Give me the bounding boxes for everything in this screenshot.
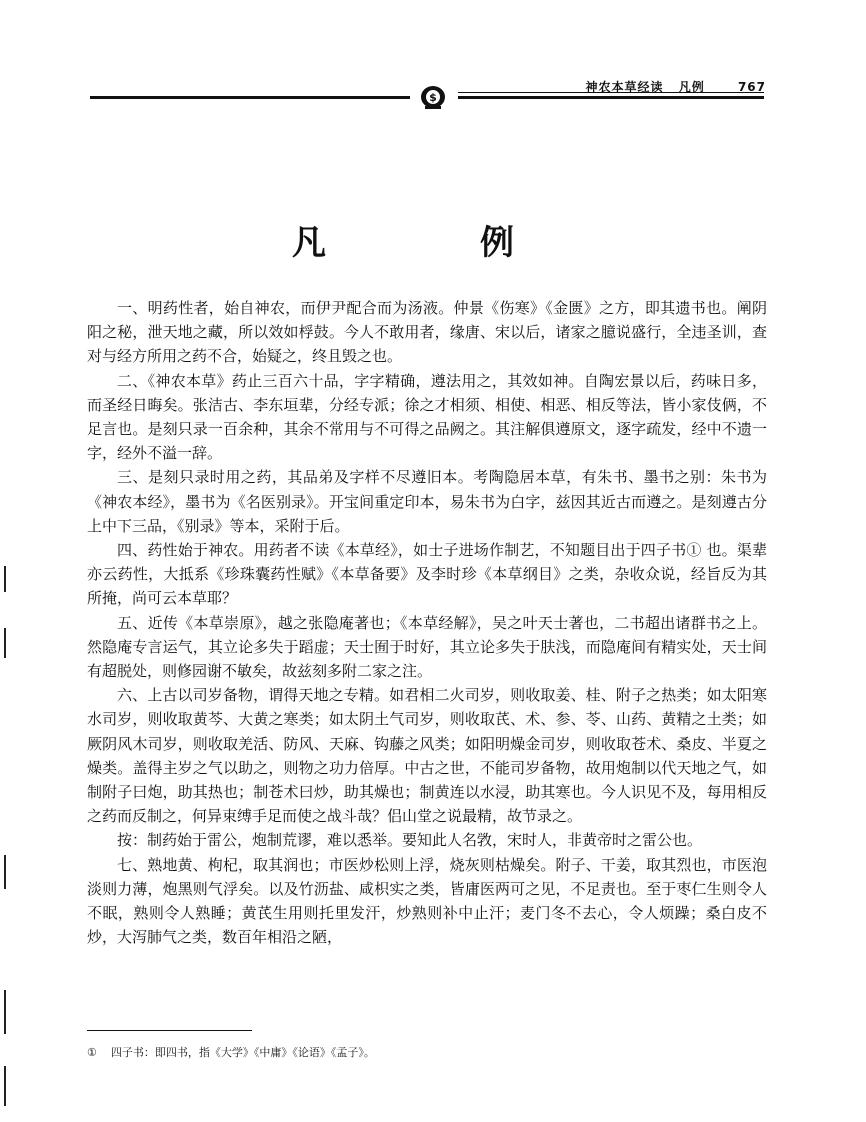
publisher-logo-icon: [412, 84, 454, 110]
scan-edge-mark: [4, 855, 6, 889]
paragraph: 按：制药始于雷公，炮制荒谬，难以悉举。要知此人名敩，宋时人，非黄帝时之雷公也。: [117, 831, 703, 850]
paragraph: 六、上古以司岁备物，谓得天地之专精。如君相二火司岁，则收取姜、桂、附子之热类；如太阳寒水司岁，则收取黄芩、大黄之寒类；如太阴土气司岁，则收取芪、术、参、苓、山药、黄精之土类；如厥阴风木司岁，则收取羌活、防风、天麻、钩藤之风类；如阳明燥金司岁，则收取苍术、桑皮、半夏之燥类。盖得主岁之气以助之，则物之功力倍厚。中古之世，不能司岁备物，故用炮制以代天地之气，如制附子曰炮，助其热也；制苍术曰炒，助其燥也；制黄连以水浸，助其寒也。今人识见不及，每用相反之药而反制之，何异束缚手足而使之战斗哉？侣山堂之说最精，故节录之。: [87, 686, 767, 826]
header-book-title: 神农本草经读: [585, 80, 664, 94]
page-title: 凡 例: [292, 223, 574, 263]
footnote-mark: ①: [87, 1046, 97, 1059]
footnote-text: 四子书：即四书，指《大学》《中庸》《论语》《孟子》。: [110, 1046, 375, 1059]
paragraph: 五、近传《本草崇原》，越之张隐庵著也；《本草经解》，吴之叶天士著也，二书超出诸群书之上。然隐庵专言运气，其立论多失于蹈虚；天士囿于时好，其立论多失于肤浅，而隐庵间有精实处，天士间有超脱处，则修园谢不敏矣，故兹刻多附二家之注。: [87, 613, 767, 681]
paragraph: 一、明药性者，始自神农，而伊尹配合而为汤液。仲景《伤寒》《金匮》之方，即其遗书也。阐阴阳之秘，泄天地之藏，所以效如桴鼓。今人不敢用者，缘唐、宋以后，诸家之臆说盛行，全违圣训，查对与经方所用之药不合，始疑之，终且毁之也。: [87, 299, 767, 366]
page-number: 767: [737, 80, 766, 94]
scan-edge-mark: [4, 1066, 6, 1106]
running-header: [576, 78, 766, 95]
footnote: [87, 1044, 767, 1060]
paragraph: 七、熟地黄、枸杞，取其润也；市医炒松则上浮，烧灰则枯燥矣。附子、干姜，取其烈也，市医泡淡则力薄，炮黑则气浮矣。以及竹沥盐、咸枳实之类，皆庸医两可之见，不足责也。至于枣仁生则令人不眠，熟则令人熟睡；黄芪生用则托里发汗，炒熟则补中止汗；麦门冬不去心，令人烦躁；桑白皮不炒，大泻肺气之类，数百年相沿之陋，: [87, 855, 767, 947]
paragraph: 三、是刻只录时用之药，其品弟及字样不尽遵旧本。考陶隐居本草，有朱书、墨书之别：朱书为《神农本经》，墨书为《名医别录》。开宝间重定印本，易朱书为白字，兹因其近古而遵之。是刻遵古分上中下三品，《别录》等本，采附于后。: [87, 468, 767, 535]
header-section: 凡例: [678, 80, 705, 94]
scan-edge-mark: [4, 628, 6, 658]
header-rule-left: [90, 96, 410, 99]
header-rule-right: [458, 96, 764, 99]
footnote-rule: [87, 1030, 252, 1031]
paragraph: 四、药性始于神农。用药者不读《本草经》，如士子进场作制艺，不知题目出于四子书① 也。渠辈亦云药性，大抵系《珍珠囊药性赋》《本草备要》及李时珍《本草纲目》之类，杂收众说，经旨反为其所掩，尚可云本草耶？: [87, 541, 767, 608]
main-text: [87, 296, 767, 949]
scan-edge-mark: [4, 990, 6, 1034]
svg-text:$: $: [429, 91, 437, 104]
paragraph: 二、《神农本草》药止三百六十品，字字精确，遵法用之，其效如神。自陶宏景以后，药味日多，而圣经日晦矣。张洁古、李东垣辈，分经专派；徐之才相须、相使、相恶、相反等法，皆小家伎俩，不足言也。是刻只录一百余种，其余不常用与不可得之品阙之。其注解俱遵原文，逐字疏发，经中不遗一字，经外不溢一辞。: [87, 371, 767, 463]
scan-edge-mark: [4, 566, 6, 592]
